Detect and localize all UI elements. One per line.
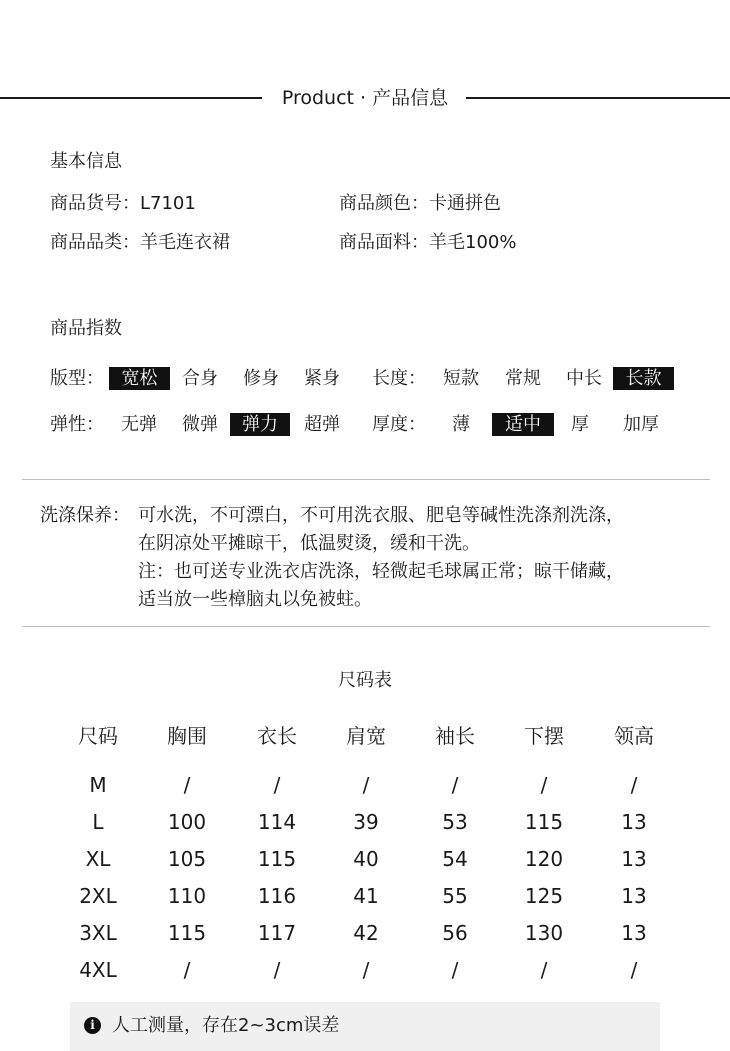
table-cell: 116 — [257, 884, 297, 908]
elasticity-label: 弹性： — [50, 414, 104, 435]
care-line: 可水洗，不可漂白，不可用洗衣服、肥皂等碱性洗涤剂洗涤， — [138, 505, 624, 526]
care-label: 洗涤保养： — [40, 505, 130, 526]
page-title: Product · 产品信息 — [281, 87, 449, 109]
table-cell: / — [630, 958, 638, 982]
table-cell: / — [362, 958, 370, 982]
thickness-option: 厚 — [571, 414, 589, 435]
table-header-cell: 尺码 — [78, 724, 118, 748]
elasticity-option: 无弹 — [121, 414, 157, 435]
table-cell: 115 — [257, 847, 297, 871]
table-cell: L — [92, 810, 104, 834]
header-rule-right — [466, 97, 730, 99]
fit-label: 版型： — [50, 368, 104, 389]
header-rule-left — [0, 97, 262, 99]
table-cell: 13 — [621, 884, 647, 908]
table-header-cell: 肩宽 — [346, 724, 386, 748]
table-cell: 130 — [524, 921, 564, 945]
table-cell: 53 — [442, 810, 468, 834]
item-color: 商品颜色：卡通拼色 — [339, 193, 501, 214]
table-cell: 125 — [524, 884, 564, 908]
fit-option: 紧身 — [304, 368, 340, 389]
table-cell: / — [183, 958, 191, 982]
table-cell: 3XL — [79, 921, 117, 945]
divider — [22, 626, 710, 627]
size-chart-title: 尺码表 — [338, 670, 392, 691]
length-label: 长度： — [372, 368, 426, 389]
thickness-label: 厚度： — [372, 414, 426, 435]
item-number: 商品货号：L7101 — [50, 193, 196, 214]
thickness-option: 加厚 — [623, 414, 659, 435]
table-header-cell: 胸围 — [167, 724, 207, 748]
thickness-option-selected: 适中 — [492, 413, 554, 436]
fit-option: 合身 — [182, 368, 218, 389]
table-cell: / — [273, 958, 281, 982]
elasticity-option: 超弹 — [304, 414, 340, 435]
table-header-cell: 袖长 — [435, 724, 475, 748]
table-cell: 115 — [167, 921, 207, 945]
elasticity-option-selected: 弹力 — [230, 413, 290, 436]
index-title: 商品指数 — [50, 318, 122, 339]
table-header-cell: 领高 — [614, 724, 654, 748]
thickness-option: 薄 — [452, 414, 470, 435]
care-line: 在阴凉处平摊晾干，低温熨烫，缓和干洗。 — [138, 533, 480, 554]
care-line: 适当放一些樟脑丸以免被蛀。 — [138, 589, 372, 610]
table-cell: / — [630, 773, 638, 797]
table-cell: 120 — [524, 847, 564, 871]
length-option: 中长 — [566, 368, 602, 389]
table-cell: / — [540, 958, 548, 982]
table-cell: 41 — [353, 884, 379, 908]
length-option: 短款 — [443, 368, 479, 389]
elasticity-option: 微弹 — [182, 414, 218, 435]
table-cell: 13 — [621, 847, 647, 871]
table-cell: 13 — [621, 810, 647, 834]
table-cell: 105 — [167, 847, 207, 871]
table-cell: 42 — [353, 921, 379, 945]
table-cell: 54 — [442, 847, 468, 871]
measurement-note — [70, 1002, 660, 1051]
fit-option: 修身 — [243, 368, 279, 389]
table-cell: 40 — [353, 847, 379, 871]
table-cell: XL — [85, 847, 111, 871]
table-cell: 100 — [167, 810, 207, 834]
table-cell: 13 — [621, 921, 647, 945]
table-cell: / — [273, 773, 281, 797]
table-cell: 4XL — [79, 958, 117, 982]
table-cell: / — [451, 958, 459, 982]
info-icon: i — [84, 1017, 101, 1034]
table-cell: 2XL — [79, 884, 117, 908]
care-line: 注：也可送专业洗衣店洗涤，轻微起毛球属正常；晾干储藏， — [138, 561, 624, 582]
table-cell: 114 — [257, 810, 297, 834]
item-fabric: 商品面料：羊毛100% — [339, 232, 517, 253]
table-header-cell: 衣长 — [257, 724, 297, 748]
table-cell: 115 — [524, 810, 564, 834]
table-cell: / — [183, 773, 191, 797]
table-cell: M — [89, 773, 107, 797]
item-category: 商品品类：羊毛连衣裙 — [50, 232, 230, 253]
fit-option-selected: 宽松 — [109, 367, 170, 390]
length-option-selected: 长款 — [613, 367, 674, 390]
basic-info-title: 基本信息 — [50, 151, 122, 172]
table-cell: 55 — [442, 884, 468, 908]
table-cell: 56 — [442, 921, 468, 945]
divider — [22, 479, 710, 480]
table-header-cell: 下摆 — [524, 724, 564, 748]
table-cell: / — [362, 773, 370, 797]
length-option: 常规 — [505, 368, 541, 389]
table-cell: 110 — [167, 884, 207, 908]
note-text: 人工测量，存在2~3cm误差 — [112, 1015, 340, 1036]
table-cell: 117 — [257, 921, 297, 945]
table-cell: / — [540, 773, 548, 797]
table-cell: / — [451, 773, 459, 797]
table-cell: 39 — [353, 810, 379, 834]
